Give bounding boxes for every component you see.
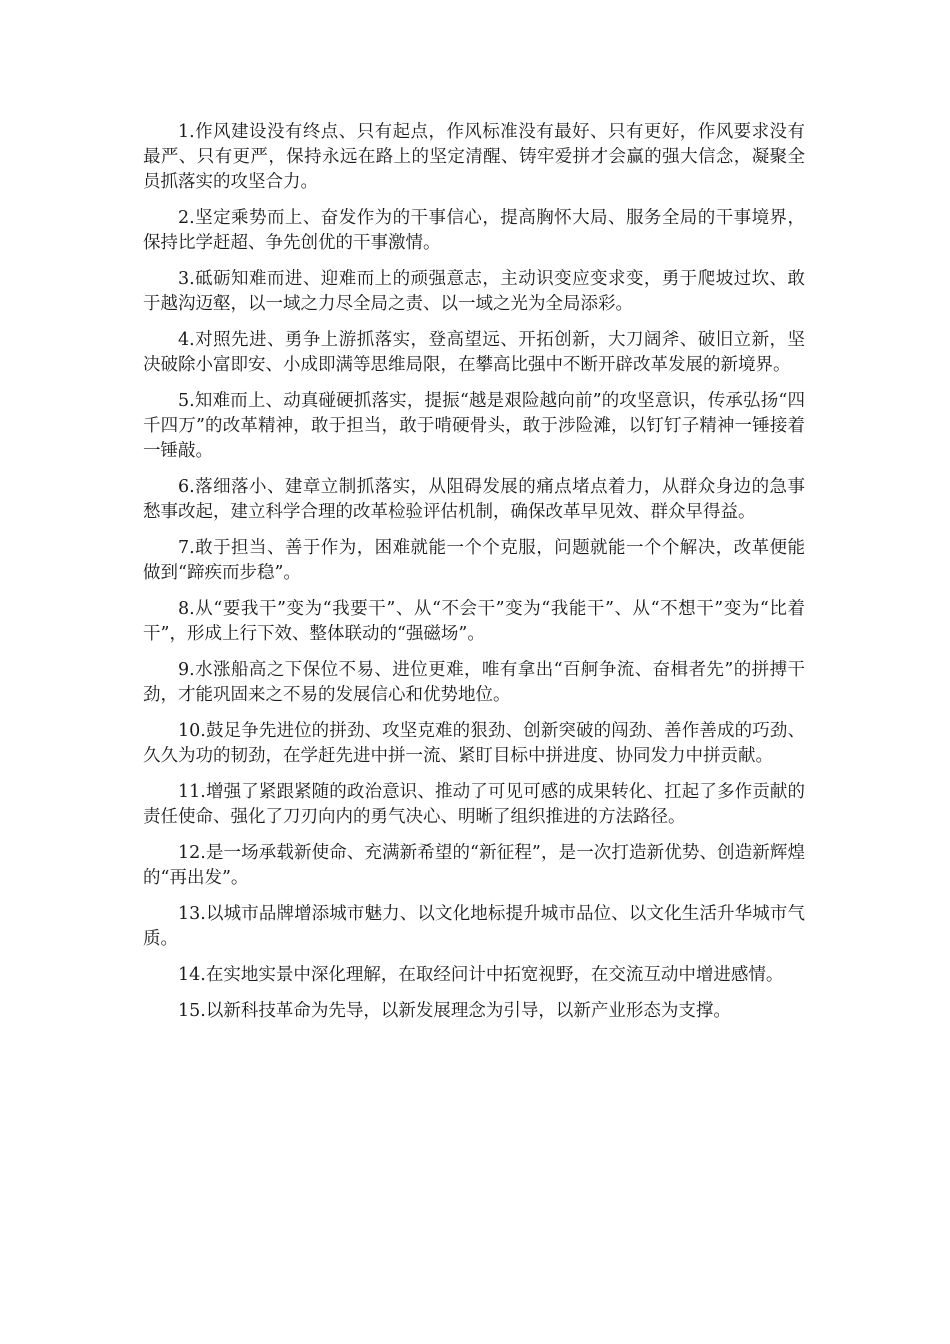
paragraph-10: 10.鼓足争先进位的拼劲、攻坚克难的狠劲、创新突破的闯劲、善作善成的巧劲、久久为功的韧劲，在学赶先进中拼一流、紧盯目标中拼进度、协同发力中拼贡献。 [143,721,805,766]
paragraph-15: 15.以新科技革命为先导，以新发展理念为引导，以新产业形态为支撑。 [178,1001,731,1021]
paragraph-2: 2.坚定乘势而上、奋发作为的干事信心，提高胸怀大局、服务全局的干事境界，保持比学赶超、争先创优的干事激情。 [143,208,805,253]
paragraph-6: 6.落细落小、建章立制抓落实，从阻碍发展的痛点堵点着力，从群众身边的急事愁事改起，建立科学合理的改革检验评估机制，确保改革早见效、群众早得益。 [143,477,805,522]
paragraph-9: 9.水涨船高之下保位不易、进位更难，唯有拿出“百舸争流、奋楫者先”的拼搏干劲，才能巩固来之不易的发展信心和优势地位。 [143,660,805,705]
paragraph-14: 14.在实地实景中深化理解，在取经问计中拓宽视野，在交流互动中增进感情。 [178,965,784,985]
paragraph-8: 8.从“要我干”变为“我要干”、从“不会干”变为“我能干”、从“不想干”变为“比着干”，形成上行下效、整体联动的“强磁场”。 [143,599,805,644]
paragraph-12: 12.是一场承载新使命、充满新希望的“新征程”，是一次打造新优势、创造新辉煌的“再出发”。 [143,843,805,888]
document-body [143,120,805,1035]
paragraph-7: 7.敢于担当、善于作为，困难就能一个个克服，问题就能一个个解决，改革便能做到“蹄疾而步稳”。 [143,538,805,583]
paragraph-1: 1.作风建设没有终点、只有起点，作风标准没有最好、只有更好，作风要求没有最严、只有更严，保持永远在路上的坚定清醒、铸牢爱拼才会赢的强大信念，凝聚全员抓落实的攻坚合力。 [143,122,805,192]
paragraph-5: 5.知难而上、动真碰硬抓落实，提振“越是艰险越向前”的攻坚意识，传承弘扬“四千四万”的改革精神，敢于担当，敢于啃硬骨头，敢于涉险滩，以钉钉子精神一锤接着一锤敲。 [143,391,805,461]
paragraph-4: 4.对照先进、勇争上游抓落实，登高望远、开拓创新，大刀阔斧、破旧立新，坚决破除小富即安、小成即满等思维局限，在攀高比强中不断开辟改革发展的新境界。 [143,330,805,375]
paragraph-13: 13.以城市品牌增添城市魅力、以文化地标提升城市品位、以文化生活升华城市气质。 [143,904,805,949]
paragraph-3: 3.砥砺知难而进、迎难而上的顽强意志，主动识变应变求变，勇于爬坡过坎、敢于越沟迈壑，以一域之力尽全局之责、以一域之光为全局添彩。 [143,269,805,314]
paragraph-11: 11.增强了紧跟紧随的政治意识、推动了可见可感的成果转化、扛起了多作贡献的责任使命、强化了刀刃向内的勇气决心、明晰了组织推进的方法路径。 [143,782,805,827]
